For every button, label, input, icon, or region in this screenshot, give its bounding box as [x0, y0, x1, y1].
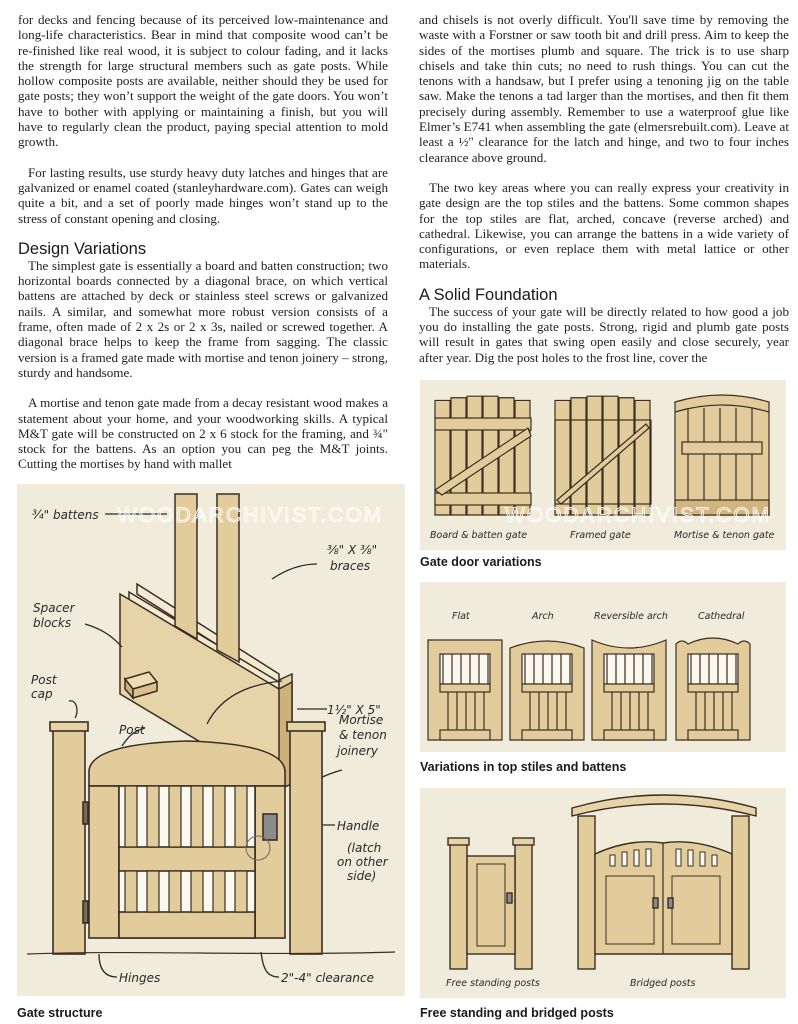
- post-cap: [448, 838, 469, 845]
- posts-figure: [420, 788, 786, 998]
- stile-label: Flat: [452, 611, 470, 622]
- batten: [213, 871, 225, 912]
- mid-rail: [688, 684, 738, 692]
- posts-label: Bridged posts: [630, 978, 696, 989]
- body-paragraph: and chisels is not overly difficult. You'll save time by removing the waste with a Forstner or saw tooth bit and drill press. Aim to keep the sides of the mortises plumb and square. The trick is to use sharp chisels and take thin cuts; no need to rush things. You can cut the tenons with a handsaw, but I prefer using a tenoning jig on the table saw. Make the tenons a tad larger than the mortises, and then fit them precisely during assembly. Remember to use a waterproof glue like Elmer’s E741 when assembling the gate (elmersrebuilt.com). Leave at least a ½" clearance for the latch and hinge, and two to four inches clearance above ground.: [419, 12, 789, 165]
- posts-label: Free standing posts: [446, 978, 540, 989]
- stile-label: Reversible arch: [594, 611, 668, 622]
- door-label: Board & batten gate: [430, 530, 528, 541]
- posts-illustration: [420, 788, 786, 998]
- watermark: WOODARCHIVIST.COM: [505, 504, 772, 527]
- hinge: [83, 901, 88, 923]
- stile-label: Cathedral: [698, 611, 745, 622]
- label-spacer: Spacer: [33, 601, 75, 615]
- top-opening: [440, 654, 490, 684]
- bottom-rail: [688, 730, 738, 740]
- gate-structure-figure: [17, 484, 405, 996]
- gate-structure-illustration: [17, 484, 405, 996]
- handle-icon: [668, 898, 673, 908]
- batten: [191, 871, 203, 912]
- post: [732, 816, 749, 969]
- figure-caption: Gate structure: [17, 1006, 103, 1020]
- figure-caption: Free standing and bridged posts: [420, 1006, 614, 1020]
- hinge: [83, 802, 88, 824]
- label-braces: braces: [330, 559, 371, 573]
- body-paragraph: The success of your gate will be directly related to how good a job you do installing the gate posts. Strong, rigid and plumb gate posts will result in gates that swing open easily and close securely, year after year. Dig the post holes to the frost line, cover the: [419, 303, 789, 365]
- latch-stile: [255, 786, 285, 938]
- bottom-rail: [522, 730, 572, 740]
- batten: [571, 398, 586, 515]
- leader-line: [272, 564, 317, 579]
- label-rail-size: 1½" X 5": [327, 703, 381, 717]
- right-post: [290, 729, 322, 954]
- top-opening: [604, 654, 654, 684]
- body-paragraph: The two key areas where you can really express your creativity in gate design are the top stiles and the battens. Some common shapes for the top stiles are flat, arched, concave (reverse arched) and cathedral. Likewise, you can arrange the battens in a wide variety of configurations, or even replace them with metal lattice or other materials.: [419, 179, 789, 272]
- rail: [435, 418, 531, 430]
- leader-line: [85, 624, 122, 647]
- batten: [235, 786, 247, 847]
- frame: [675, 395, 769, 515]
- mid-rail: [604, 684, 654, 692]
- label-blocks: blocks: [33, 616, 72, 630]
- label-post-cap-2: cap: [31, 687, 53, 701]
- label-latch-1: (latch: [347, 841, 382, 855]
- left-post: [53, 729, 85, 954]
- batten: [169, 786, 181, 847]
- left-post-cap: [50, 722, 88, 731]
- handle-icon: [507, 893, 512, 903]
- post: [578, 816, 595, 969]
- bottom-rail: [604, 730, 654, 740]
- top-opening: [522, 654, 572, 684]
- label-clearance: 2"-4" clearance: [281, 971, 374, 985]
- door-label: Framed gate: [570, 530, 631, 541]
- mid-rail: [440, 684, 490, 692]
- mid-rail: [522, 684, 572, 692]
- hinge-stile: [89, 786, 119, 938]
- gate-panel: [467, 856, 515, 954]
- watermark: WOODARCHIVIST.COM: [117, 504, 384, 527]
- handle-icon: [653, 898, 658, 908]
- batten: [125, 871, 137, 912]
- body-paragraph: The simplest gate is essentially a board and batten construction; two horizontal boards connected by a diagonal brace, on which vertical battens are attached by deck or stainless steel screws or galvanized nails. A similar, and somewhat more robust version consists of a frame, often made of 2 x 2s or 2 x 3s, nailed or screwed together. A diagonal brace helps to keep the frame from sagging. The classic version is a framed gate made with mortise and tenon joinery – strong, sturdy and handsome.: [18, 257, 388, 380]
- left-text-column: [18, 12, 388, 472]
- door-label: Mortise & tenon gate: [674, 530, 775, 541]
- label-battens: ¾" battens: [32, 508, 99, 522]
- right-post-cap: [287, 722, 325, 731]
- gate-door-variations-figure: [420, 380, 786, 550]
- batten: [619, 398, 634, 515]
- body-paragraph: For lasting results, use sturdy heavy duty latches and hinges that are galvanized or enamel coated (stanleyhardware.com). Gates can weigh quite a bit, and a set of poorly made hinges won’t stand up to the stress of constant opening and closing.: [18, 164, 388, 226]
- body-paragraph: A mortise and tenon gate made from a decay resistant wood makes a statement about your home, and your woodworking skills. A typical M&T gate will be constructed on 2 x 6 stock for the framing, and ¾" stock for the battens. As an option you can peg the M&T joints. Cutting the mortises by hand with mallet: [18, 395, 388, 472]
- label-mortise-3: joinery: [337, 744, 379, 758]
- batten: [213, 786, 225, 847]
- label-post: Post: [119, 723, 145, 737]
- label-latch-2: on other: [337, 855, 388, 869]
- section-heading: A Solid Foundation: [419, 285, 558, 304]
- top-stiles-figure: [420, 582, 786, 752]
- section-heading: Design Variations: [18, 239, 147, 258]
- label-handle: Handle: [337, 819, 380, 833]
- figure-caption: Gate door variations: [420, 555, 542, 569]
- batten: [635, 400, 650, 515]
- arch-beam: [572, 795, 756, 816]
- batten: [125, 786, 137, 847]
- leader-line: [99, 954, 117, 977]
- post-cap: [513, 838, 534, 845]
- label-latch-3: side): [347, 869, 377, 883]
- bottom-rail: [440, 730, 490, 740]
- middle-rail: [119, 847, 255, 871]
- gate-door-variations-illustration: [420, 380, 786, 550]
- bottom-rail: [119, 912, 255, 938]
- label-mortise-2: & tenon: [339, 728, 387, 742]
- label-hinges: Hinges: [119, 971, 161, 985]
- figure-caption: Variations in top stiles and battens: [420, 760, 627, 774]
- label-post-cap-1: Post: [31, 673, 57, 687]
- right-text-column: [419, 12, 789, 365]
- leader-line: [69, 701, 77, 718]
- leader-line: [261, 952, 279, 977]
- batten: [169, 871, 181, 912]
- batten: [587, 396, 602, 515]
- body-paragraph: for decks and fencing because of its perceived low-maintenance and long-life characteristics. Bear in mind that composite wood can’t be re-finished like real wood, it is subject to colour fading, and it lacks the strength for large structural members such as gate posts. While hollow composite posts are available, neither should they be used for gate posts; they won’t support the weight of the gate doors. You won’t have to bother with applying or maintaining a finish, but you will have to regularly clean the product, paying special attention to mold growth.: [18, 12, 388, 150]
- post: [450, 844, 467, 969]
- stile-label: Arch: [532, 611, 554, 622]
- top-opening: [688, 654, 738, 684]
- label-braces-size: ⅜" X ⅜": [327, 543, 378, 557]
- top-stiles-illustration: [420, 582, 786, 752]
- batten: [147, 871, 159, 912]
- middle-rail: [682, 442, 762, 454]
- post: [515, 844, 532, 969]
- batten: [147, 786, 159, 847]
- handle-plate: [263, 814, 277, 840]
- batten: [191, 786, 203, 847]
- batten: [235, 871, 247, 912]
- label-mortise-1: Mortise: [339, 713, 384, 727]
